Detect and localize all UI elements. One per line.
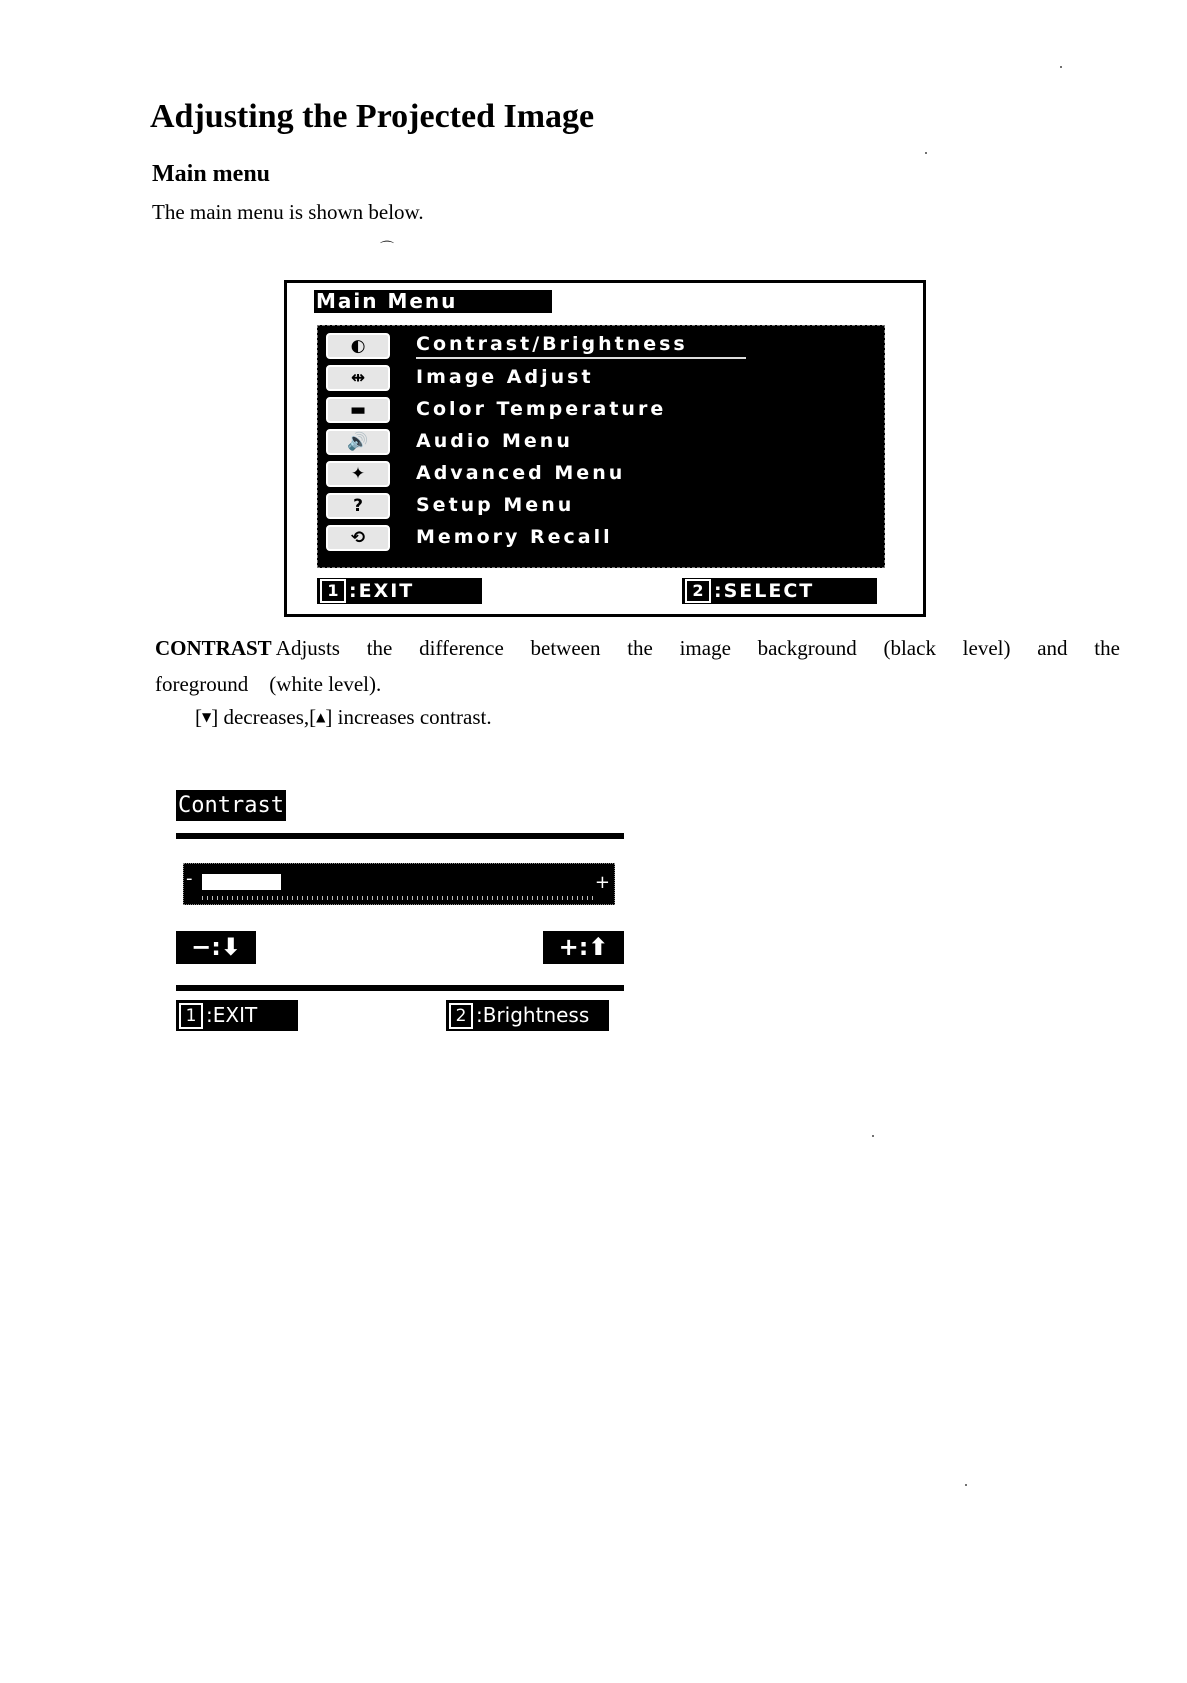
scan-speck [1060, 66, 1062, 68]
scan-speck [872, 1135, 874, 1137]
up-triangle-icon: ▲ [316, 710, 326, 724]
speaker-icon: 🔊 [326, 429, 390, 455]
word: level) [962, 636, 1011, 660]
contrast-osd-title: Contrast [176, 790, 286, 821]
note-text: [ [195, 705, 202, 729]
slider-minus-sign: - [186, 868, 193, 889]
page-title: Adjusting the Projected Image [150, 98, 595, 135]
menu-item-label: Setup Menu [416, 494, 575, 516]
osd-exit-key[interactable] [176, 1000, 298, 1031]
note-text: ] increases contrast. [325, 705, 492, 729]
menu-item-label: Image Adjust [416, 366, 594, 388]
color-temperature-icon: ▬ [326, 397, 390, 423]
section-title: Main menu [152, 161, 271, 187]
slider-plus-sign: + [594, 872, 610, 893]
question-icon: ? [326, 493, 390, 519]
word: and [1037, 636, 1068, 660]
main-menu-panel [317, 325, 885, 568]
word: between [530, 636, 601, 660]
word: the [1094, 636, 1120, 660]
menu-item-label: Audio Menu [416, 430, 573, 452]
scan-speck [925, 152, 927, 154]
contrast-slider[interactable] [183, 863, 615, 905]
word: the [627, 636, 653, 660]
scan-mark: ⌒ [380, 241, 394, 257]
decrease-key[interactable]: −:⬇ [176, 931, 256, 964]
contrast-note [195, 705, 492, 730]
exit-key-label: :EXIT [349, 580, 415, 602]
note-text: ] decreases,[ [211, 705, 317, 729]
word: Adjusts [275, 636, 340, 660]
word: difference [419, 636, 504, 660]
menu-item-audio-menu[interactable] [326, 426, 874, 458]
contrast-description-line2: foreground (white level). [155, 672, 382, 696]
key-1-icon: 1 [179, 1003, 203, 1029]
menu-item-advanced-menu[interactable] [326, 458, 874, 490]
main-menu-osd [284, 280, 926, 617]
contrast-term: CONTRAST [155, 636, 272, 660]
key-1-icon: 1 [320, 579, 346, 603]
menu-item-label: Contrast/Brightness [416, 333, 746, 359]
main-menu-title: Main Menu [314, 290, 552, 313]
divider [176, 985, 624, 991]
menu-item-memory-recall[interactable] [326, 522, 874, 554]
brightness-key[interactable] [446, 1000, 609, 1031]
menu-item-label: Advanced Menu [416, 462, 626, 484]
select-key-label: :SELECT [714, 580, 815, 602]
advanced-menu-icon: ✦ [326, 461, 390, 487]
osd-exit-key-label: :EXIT [206, 1003, 258, 1027]
exit-key[interactable] [317, 578, 482, 604]
menu-item-setup-menu[interactable] [326, 490, 874, 522]
down-triangle-icon: ▼ [202, 710, 212, 724]
menu-item-label: Memory Recall [416, 526, 613, 548]
menu-item-label: Color Temperature [416, 398, 667, 420]
divider [176, 833, 624, 839]
memory-recall-icon: ⟲ [326, 525, 390, 551]
word: the [366, 636, 393, 660]
word: (black [883, 636, 936, 660]
contrast-brightness-icon: ◐ [326, 333, 390, 359]
brightness-key-label: :Brightness [476, 1003, 590, 1027]
slider-ticks [202, 896, 596, 900]
intro-text: The main menu is shown below. [152, 200, 424, 224]
contrast-description-line1 [155, 630, 1120, 666]
word: background [757, 636, 857, 660]
select-key[interactable] [682, 578, 877, 604]
word: image [679, 636, 731, 660]
menu-item-color-temperature[interactable] [326, 394, 874, 426]
key-2-icon: 2 [685, 579, 711, 603]
scan-speck [965, 1484, 967, 1486]
increase-key[interactable]: +:⬆ [543, 931, 624, 964]
menu-item-image-adjust[interactable] [326, 362, 874, 394]
slider-fill [202, 874, 281, 890]
menu-item-contrast-brightness[interactable] [326, 330, 874, 362]
contrast-description [155, 630, 1120, 702]
image-adjust-icon: ⇹ [326, 365, 390, 391]
key-2-icon: 2 [449, 1003, 473, 1029]
